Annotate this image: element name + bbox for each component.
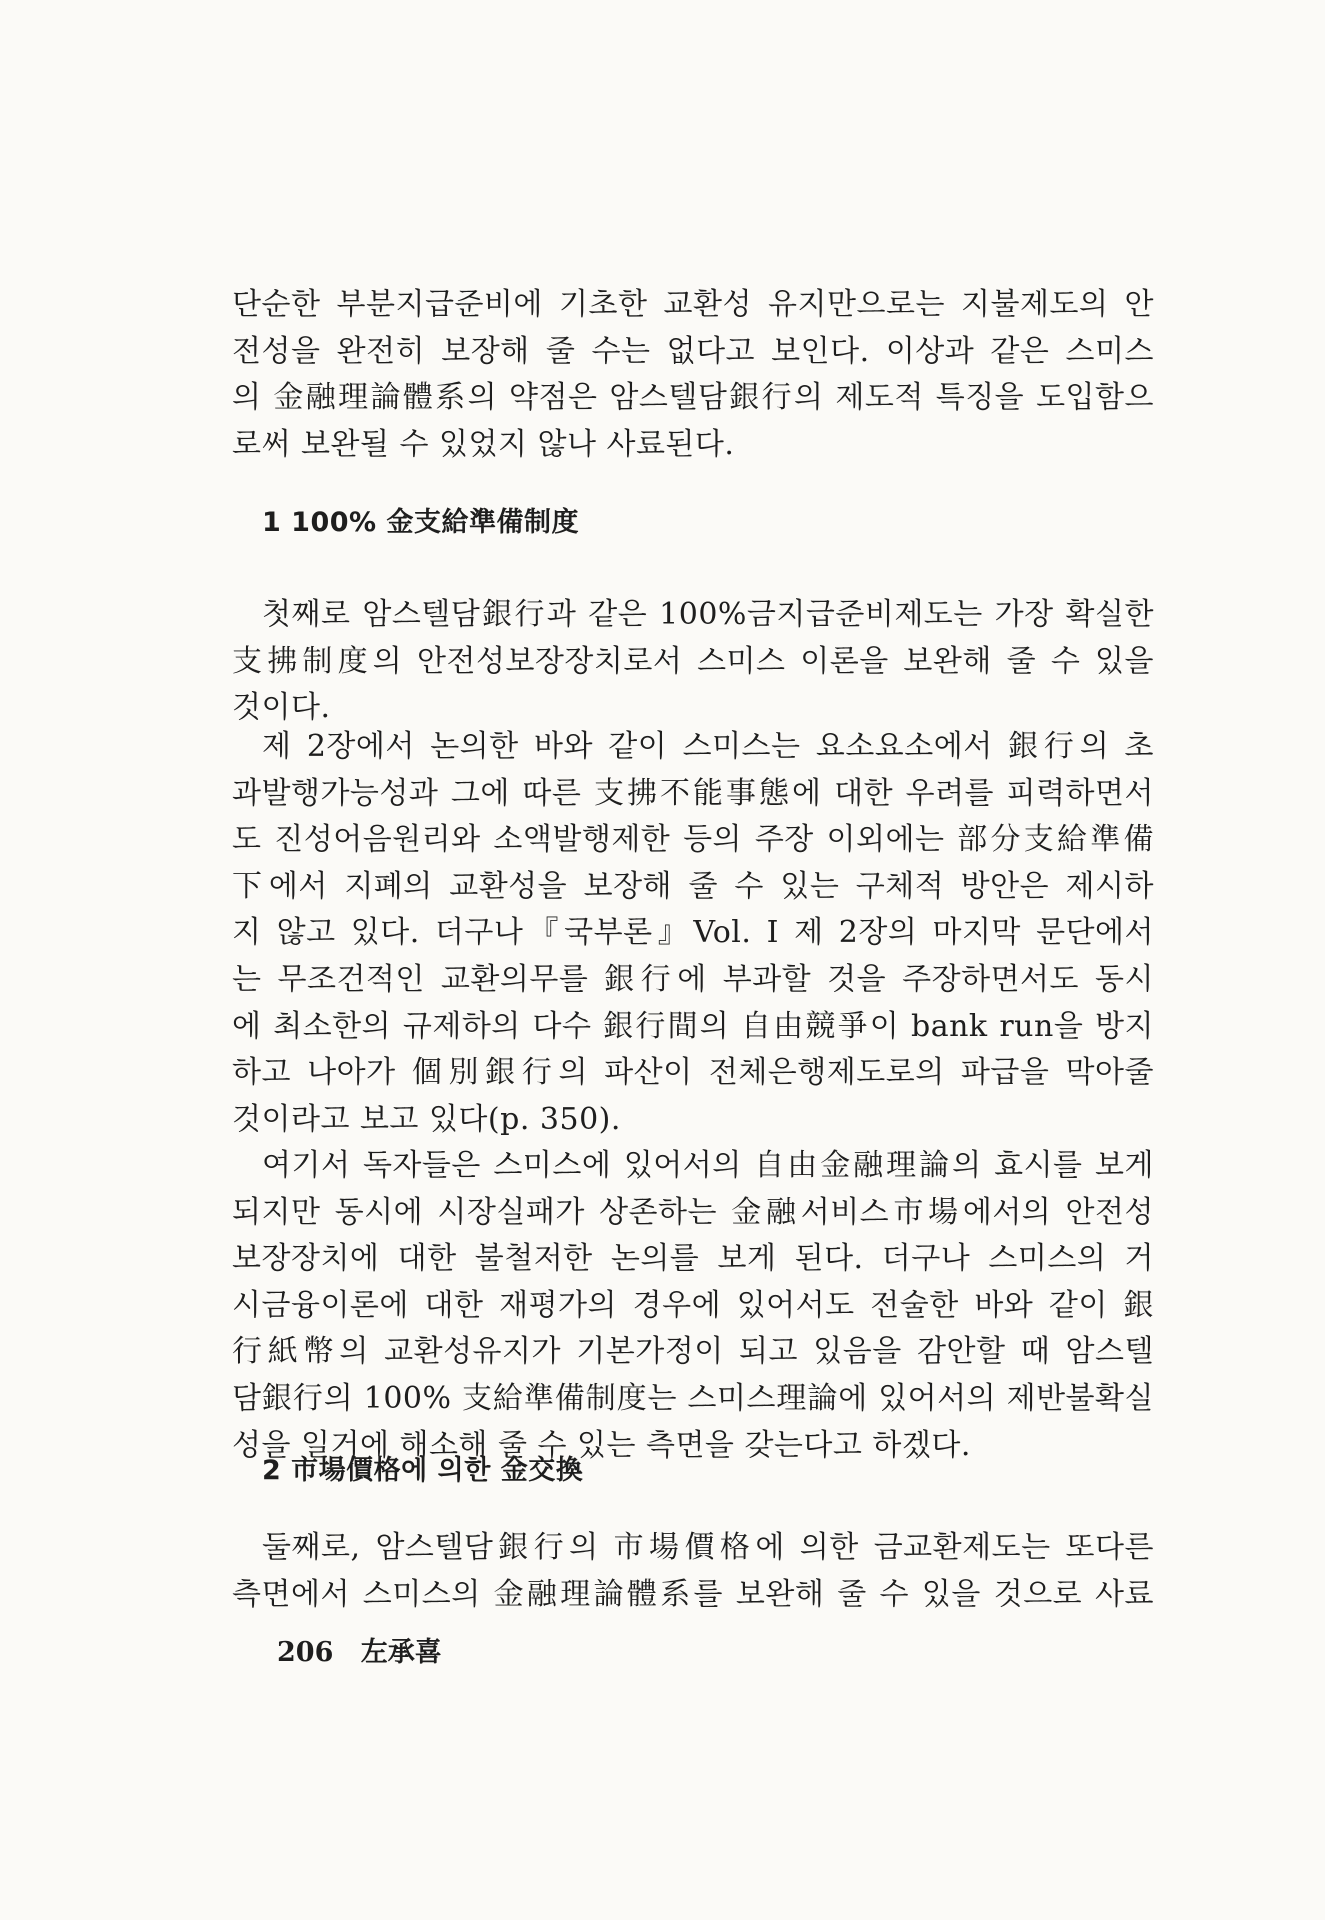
section-heading-1: 1 100% 金支給準備制度 xyxy=(262,507,579,538)
text-line: 담銀行의 100% 支給準備制度는 스미스理論에 있어서의 제반불확실 xyxy=(232,1380,1154,1416)
text-line: 것이라고 보고 있다(p. 350). xyxy=(232,1101,621,1137)
paragraph-readers xyxy=(232,1143,1154,1469)
text-line: 는 무조건적인 교환의무를 銀行에 부과할 것을 주장하면서도 동시 xyxy=(232,961,1154,997)
text-line: 여기서 독자들은 스미스에 있어서의 自由金融理論의 효시를 보게 xyxy=(262,1148,1154,1183)
text-line: 하고 나아가 個別銀行의 파산이 전체은행제도로의 파급을 막아줄 xyxy=(232,1055,1154,1091)
text-line: 도 진성어음원리와 소액발행제한 등의 주장 이외에는 部分支給準備 xyxy=(232,822,1154,858)
section-heading-2: 2 市場價格에 의한 金交換 xyxy=(262,1455,584,1486)
text-line: 보장장치에 대한 불철저한 논의를 보게 된다. 더구나 스미스의 거 xyxy=(232,1241,1154,1277)
page-footer xyxy=(277,1630,460,1669)
text-line: 의 金融理論體系의 약점은 암스텔담銀行의 제도적 특징을 도입함으 xyxy=(232,380,1154,416)
text-line: 성을 일거에 해소해 줄 수 있는 측면을 갖는다고 하겠다. xyxy=(232,1427,971,1463)
text-line: 과발행가능성과 그에 따른 支拂不能事態에 대한 우려를 피력하면서 xyxy=(232,775,1154,811)
text-line: 둘째로, 암스텔담銀行의 市場價格에 의한 금교환제도는 또다른 xyxy=(262,1530,1154,1565)
text-line: 支拂制度의 안전성보장장치로서 스미스 이론을 보완해 줄 수 있을 xyxy=(232,643,1154,679)
text-line: 첫째로 암스텔담銀行과 같은 100%금지급준비제도는 가장 확실한 xyxy=(262,597,1154,632)
author-name: 左承喜 xyxy=(360,1637,442,1668)
text-line: 行紙幣의 교환성유지가 기본가정이 되고 있음을 감안할 때 암스텔 xyxy=(232,1334,1154,1370)
text-line: 로써 보완될 수 있었지 않나 사료된다. xyxy=(232,426,735,462)
text-line: 측면에서 스미스의 金融理論體系를 보완해 줄 수 있을 것으로 사료 xyxy=(232,1576,1154,1612)
text-line: 에 최소한의 규제하의 다수 銀行間의 自由競爭이 bank run을 방지 xyxy=(232,1008,1154,1044)
text-line: 전성을 완전히 보장해 줄 수는 없다고 보인다. 이상과 같은 스미스 xyxy=(232,333,1154,369)
page-number: 206 xyxy=(277,1637,334,1668)
text-line: 것이다. xyxy=(232,690,331,726)
paragraph-intro xyxy=(232,282,1154,468)
text-line: 下에서 지폐의 교환성을 보장해 줄 수 있는 구체적 방안은 제시하 xyxy=(232,868,1154,904)
text-line: 지 않고 있다. 더구나『국부론』Vol. I 제 2장의 마지막 문단에서 xyxy=(232,915,1154,951)
paragraph-chapter-two xyxy=(232,724,1154,1143)
text-line: 되지만 동시에 시장실패가 상존하는 金融서비스市場에서의 안전성 xyxy=(232,1194,1154,1230)
paragraph-first-point xyxy=(232,592,1154,732)
text-line: 시금융이론에 대한 재평가의 경우에 있어서도 전술한 바와 같이 銀 xyxy=(232,1287,1154,1323)
paragraph-second-point xyxy=(232,1525,1154,1618)
text-line: 단순한 부분지급준비에 기초한 교환성 유지만으로는 지불제도의 안 xyxy=(232,287,1154,322)
text-line: 제 2장에서 논의한 바와 같이 스미스는 요소요소에서 銀行의 초 xyxy=(262,729,1154,764)
